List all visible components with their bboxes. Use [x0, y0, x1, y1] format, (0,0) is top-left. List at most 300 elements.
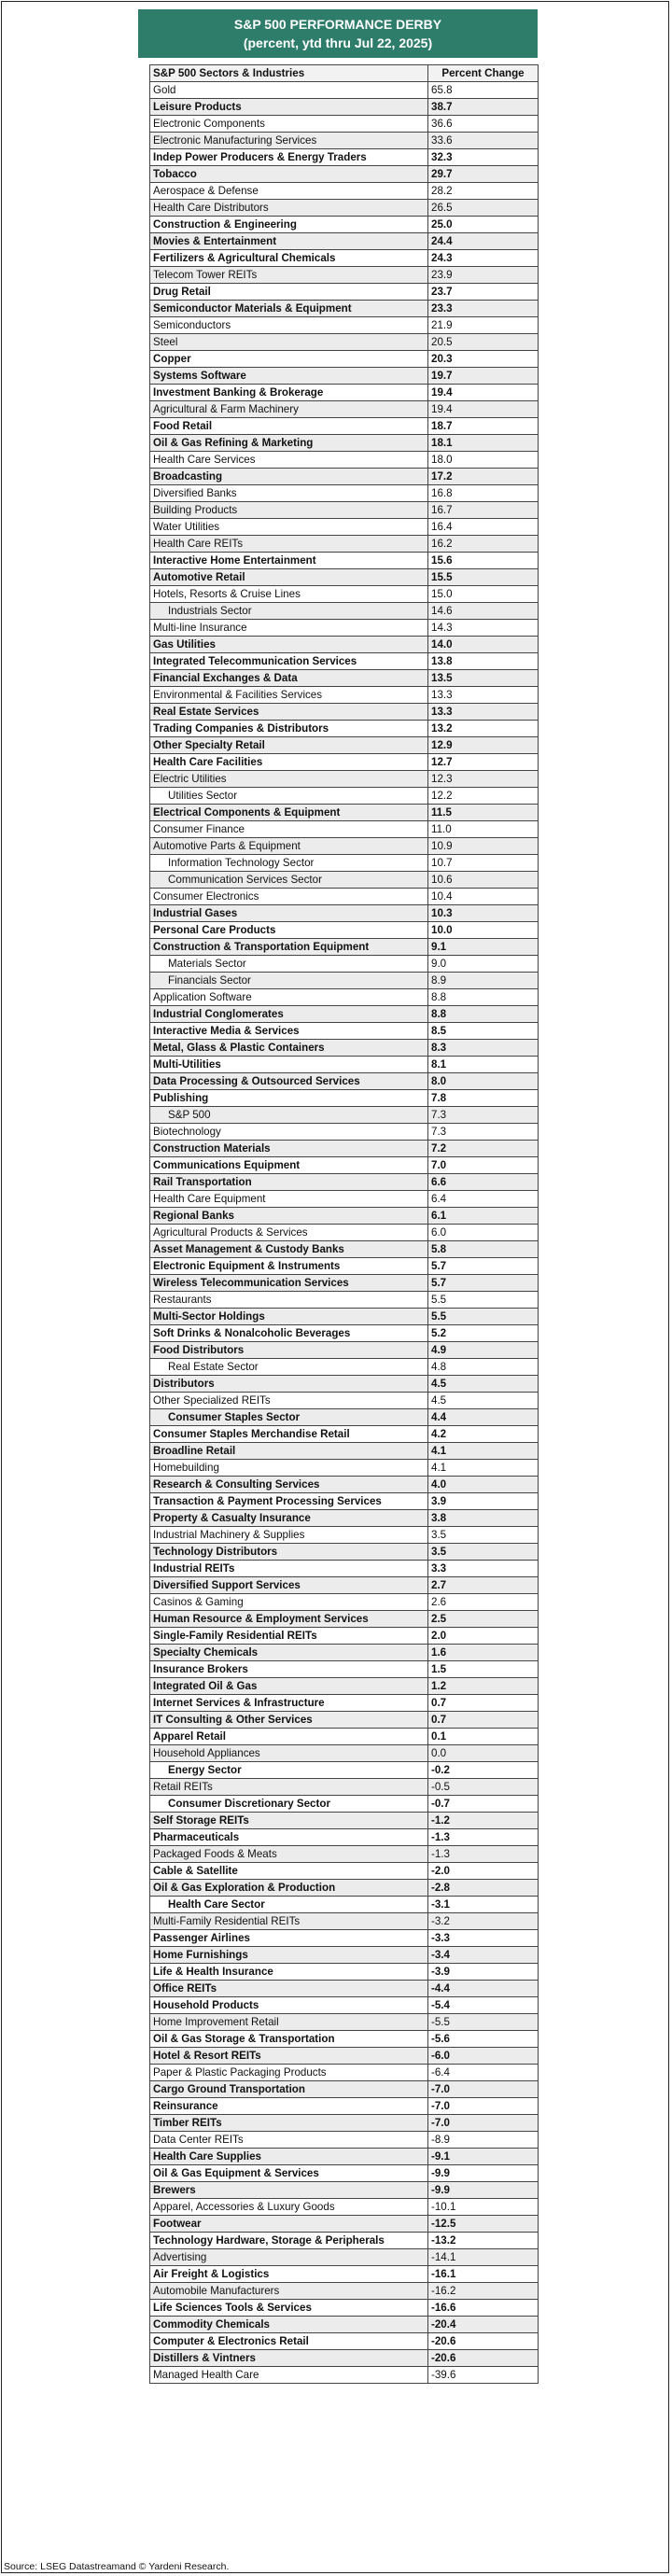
industry-label: Technology Hardware, Storage & Peripherals [150, 2233, 428, 2249]
percent-change-value: 11.5 [428, 805, 539, 821]
percent-change-value: 14.0 [428, 637, 539, 653]
industry-label: Fertilizers & Agricultural Chemicals [150, 250, 428, 267]
industry-label: Home Improvement Retail [150, 2014, 428, 2031]
table-row [150, 1292, 539, 1309]
industry-label: Computer & Electronics Retail [150, 2333, 428, 2350]
percent-change-value: 3.3 [428, 1561, 539, 1577]
industry-label: Asset Management & Custody Banks [150, 1241, 428, 1258]
industry-label: Distillers & Vintners [150, 2350, 428, 2367]
percent-change-value: -20.6 [428, 2350, 539, 2367]
percent-change-value: 8.9 [428, 973, 539, 989]
table-row [150, 435, 539, 452]
table-row [150, 1107, 539, 1124]
percent-change-value: -10.1 [428, 2199, 539, 2216]
percent-change-value: -3.1 [428, 1897, 539, 1913]
table-row [150, 1460, 539, 1477]
table-row [150, 2081, 539, 2098]
table-body [150, 82, 539, 2384]
industry-label: Wireless Telecommunication Services [150, 1275, 428, 1292]
industry-label: Construction Materials [150, 1141, 428, 1157]
percent-change-value: 10.3 [428, 905, 539, 922]
percent-change-value: 18.0 [428, 452, 539, 469]
table-row [150, 603, 539, 620]
percent-change-value: -13.2 [428, 2233, 539, 2249]
percent-change-value: 5.5 [428, 1292, 539, 1309]
percent-change-value: 1.2 [428, 1678, 539, 1695]
percent-change-value: 1.5 [428, 1661, 539, 1678]
industry-label: Data Center REITs [150, 2132, 428, 2149]
percent-change-value: -9.1 [428, 2149, 539, 2165]
percent-change-value: 8.5 [428, 1023, 539, 1040]
percent-change-value: 23.9 [428, 267, 539, 284]
table-row [150, 1477, 539, 1493]
percent-change-value: -0.2 [428, 1762, 539, 1779]
header-percent-change: Percent Change [428, 65, 539, 82]
percent-change-value: 2.0 [428, 1628, 539, 1645]
table-row [150, 2283, 539, 2300]
table-row [150, 1191, 539, 1208]
sector-label: Real Estate Sector [150, 1359, 428, 1376]
percent-change-value: 13.2 [428, 721, 539, 737]
percent-change-value: 21.9 [428, 317, 539, 334]
table-row [150, 1577, 539, 1594]
table-row [150, 116, 539, 133]
table-row [150, 1661, 539, 1678]
table-row [150, 1796, 539, 1813]
table-row [150, 1947, 539, 1964]
industry-label: Multi-line Insurance [150, 620, 428, 637]
table-row [150, 1057, 539, 1073]
table-row [150, 687, 539, 704]
sector-label: Information Technology Sector [150, 855, 428, 872]
industry-label: Multi-Sector Holdings [150, 1309, 428, 1325]
industry-label: Health Care Facilities [150, 754, 428, 771]
industry-label: Automotive Retail [150, 569, 428, 586]
industry-label: Paper & Plastic Packaging Products [150, 2065, 428, 2081]
table-row [150, 1426, 539, 1443]
table-row [150, 2065, 539, 2081]
percent-change-value: 4.1 [428, 1460, 539, 1477]
percent-change-value: 12.2 [428, 788, 539, 805]
table-row [150, 1762, 539, 1779]
percent-change-value: 13.3 [428, 687, 539, 704]
industry-label: Tobacco [150, 166, 428, 183]
industry-label: Steel [150, 334, 428, 351]
table-row [150, 166, 539, 183]
table-row [150, 2317, 539, 2333]
percent-change-value: 28.2 [428, 183, 539, 200]
industry-label: Semiconductors [150, 317, 428, 334]
table-row [150, 485, 539, 502]
industry-label: Diversified Banks [150, 485, 428, 502]
percent-change-value: 8.3 [428, 1040, 539, 1057]
industry-label: Application Software [150, 989, 428, 1006]
percent-change-value: 3.8 [428, 1510, 539, 1527]
table-row [150, 737, 539, 754]
percent-change-value: 7.3 [428, 1124, 539, 1141]
table-row [150, 2132, 539, 2149]
percent-change-value: -14.1 [428, 2249, 539, 2266]
industry-label: Interactive Home Entertainment [150, 553, 428, 569]
table-row [150, 1913, 539, 1930]
industry-label: Homebuilding [150, 1460, 428, 1477]
percent-change-value: 4.5 [428, 1393, 539, 1409]
percent-change-value: -3.2 [428, 1913, 539, 1930]
industry-label: Water Utilities [150, 519, 428, 536]
table-row [150, 2300, 539, 2317]
industry-label: Industrial Gases [150, 905, 428, 922]
industry-label: Oil & Gas Exploration & Production [150, 1880, 428, 1897]
table-row [150, 1309, 539, 1325]
industry-label: Data Processing & Outsourced Services [150, 1073, 428, 1090]
table-row [150, 1359, 539, 1376]
sector-label: Communication Services Sector [150, 872, 428, 889]
percent-change-value: -16.1 [428, 2266, 539, 2283]
industry-label: Commodity Chemicals [150, 2317, 428, 2333]
industry-label: Systems Software [150, 368, 428, 385]
industry-label: Communications Equipment [150, 1157, 428, 1174]
industry-label: Hotels, Resorts & Cruise Lines [150, 586, 428, 603]
percent-change-value: -1.2 [428, 1813, 539, 1829]
percent-change-value: 4.8 [428, 1359, 539, 1376]
table-row [150, 1157, 539, 1174]
table-row [150, 1073, 539, 1090]
industry-label: Health Care Equipment [150, 1191, 428, 1208]
percent-change-value: 10.6 [428, 872, 539, 889]
industry-label: Industrial REITs [150, 1561, 428, 1577]
sector-label: Materials Sector [150, 956, 428, 973]
table-row [150, 2367, 539, 2384]
sector-label: S&P 500 [150, 1107, 428, 1124]
industry-label: Oil & Gas Storage & Transportation [150, 2031, 428, 2048]
table-row [150, 1527, 539, 1544]
percent-change-value: 9.1 [428, 939, 539, 956]
table-row [150, 2266, 539, 2283]
percent-change-value: 2.6 [428, 1594, 539, 1611]
percent-change-value: 17.2 [428, 469, 539, 485]
percent-change-value: 7.2 [428, 1141, 539, 1157]
industry-label: Air Freight & Logistics [150, 2266, 428, 2283]
header-sector-industry: S&P 500 Sectors & Industries [150, 65, 428, 82]
percent-change-value: 10.9 [428, 838, 539, 855]
table-row [150, 1493, 539, 1510]
table-row [150, 956, 539, 973]
industry-label: Research & Consulting Services [150, 1477, 428, 1493]
table-row [150, 368, 539, 385]
table-row [150, 351, 539, 368]
percent-change-value: 3.9 [428, 1493, 539, 1510]
percent-change-value: 0.1 [428, 1729, 539, 1745]
industry-label: Interactive Media & Services [150, 1023, 428, 1040]
table-row [150, 2216, 539, 2233]
industry-label: Reinsurance [150, 2098, 428, 2115]
percent-change-value: 8.8 [428, 989, 539, 1006]
table-row [150, 133, 539, 149]
table-row [150, 620, 539, 637]
page-title: S&P 500 PERFORMANCE DERBY [233, 17, 442, 32]
percent-change-value: 10.4 [428, 889, 539, 905]
percent-change-value: 6.6 [428, 1174, 539, 1191]
percent-change-value: 6.4 [428, 1191, 539, 1208]
percent-change-value: 24.4 [428, 233, 539, 250]
table-row [150, 1712, 539, 1729]
industry-label: Copper [150, 351, 428, 368]
percent-change-value: 8.1 [428, 1057, 539, 1073]
table-row [150, 418, 539, 435]
table-row [150, 704, 539, 721]
source-note: Source: LSEG Datastreamand © Yardeni Research. [4, 2561, 230, 2572]
percent-change-value: 19.4 [428, 385, 539, 401]
table-row [150, 267, 539, 284]
table-row [150, 989, 539, 1006]
industry-label: Pharmaceuticals [150, 1829, 428, 1846]
industry-label: Transaction & Payment Processing Services [150, 1493, 428, 1510]
percent-change-value: 20.3 [428, 351, 539, 368]
industry-label: Consumer Staples Merchandise Retail [150, 1426, 428, 1443]
sector-label: Consumer Discretionary Sector [150, 1796, 428, 1813]
table-header-row [150, 65, 539, 82]
industry-label: Broadcasting [150, 469, 428, 485]
percent-change-value: 10.0 [428, 922, 539, 939]
percent-change-value: 3.5 [428, 1544, 539, 1561]
industry-label: Oil & Gas Equipment & Services [150, 2165, 428, 2182]
table-row [150, 1342, 539, 1359]
percent-change-value: 23.3 [428, 301, 539, 317]
percent-change-value: 4.2 [428, 1426, 539, 1443]
table-row [150, 1023, 539, 1040]
percent-change-value: 36.6 [428, 116, 539, 133]
table-row [150, 1813, 539, 1829]
percent-change-value: 19.7 [428, 368, 539, 385]
industry-label: Food Retail [150, 418, 428, 435]
sector-label: Health Care Sector [150, 1897, 428, 1913]
percent-change-value: 23.7 [428, 284, 539, 301]
industry-label: Self Storage REITs [150, 1813, 428, 1829]
table-row [150, 1258, 539, 1275]
percent-change-value: 24.3 [428, 250, 539, 267]
table-row [150, 2333, 539, 2350]
industry-label: Health Care Supplies [150, 2149, 428, 2165]
table-row [150, 99, 539, 116]
table-row [150, 973, 539, 989]
industry-label: Telecom Tower REITs [150, 267, 428, 284]
industry-label: Multi-Family Residential REITs [150, 1913, 428, 1930]
industry-label: Semiconductor Materials & Equipment [150, 301, 428, 317]
table-row [150, 1040, 539, 1057]
percent-change-value: 4.5 [428, 1376, 539, 1393]
percent-change-value: 15.6 [428, 553, 539, 569]
percent-change-value: 15.5 [428, 569, 539, 586]
industry-label: Timber REITs [150, 2115, 428, 2132]
table-row [150, 1645, 539, 1661]
percent-change-value: 10.7 [428, 855, 539, 872]
table-row [150, 1409, 539, 1426]
industry-label: Agricultural Products & Services [150, 1225, 428, 1241]
percent-change-value: 7.3 [428, 1107, 539, 1124]
industry-label: Passenger Airlines [150, 1930, 428, 1947]
percent-change-value: -12.5 [428, 2216, 539, 2233]
industry-label: Office REITs [150, 1981, 428, 1997]
table-row [150, 1006, 539, 1023]
industry-label: Automobile Manufacturers [150, 2283, 428, 2300]
table-row [150, 2014, 539, 2031]
table-row [150, 922, 539, 939]
industry-label: Construction & Transportation Equipment [150, 939, 428, 956]
percent-change-value: -5.5 [428, 2014, 539, 2031]
table-row [150, 553, 539, 569]
percent-change-value: 32.3 [428, 149, 539, 166]
percent-change-value: 11.0 [428, 821, 539, 838]
percent-change-value: -1.3 [428, 1829, 539, 1846]
percent-change-value: 5.5 [428, 1309, 539, 1325]
table-row [150, 586, 539, 603]
industry-label: Drug Retail [150, 284, 428, 301]
percent-change-value: 25.0 [428, 217, 539, 233]
percent-change-value: 15.0 [428, 586, 539, 603]
table-row [150, 2031, 539, 2048]
percent-change-value: 16.8 [428, 485, 539, 502]
industry-label: Financial Exchanges & Data [150, 670, 428, 687]
table-row [150, 905, 539, 922]
industry-label: Electronic Manufacturing Services [150, 133, 428, 149]
table-row [150, 2149, 539, 2165]
table-row [150, 536, 539, 553]
percent-change-value: -4.4 [428, 1981, 539, 1997]
industry-label: Industrial Machinery & Supplies [150, 1527, 428, 1544]
industry-label: Electronic Components [150, 116, 428, 133]
percent-change-value: 0.0 [428, 1745, 539, 1762]
industry-label: Gas Utilities [150, 637, 428, 653]
industry-label: Cable & Satellite [150, 1863, 428, 1880]
table-row [150, 1325, 539, 1342]
percent-change-value: 29.7 [428, 166, 539, 183]
percent-change-value: 2.5 [428, 1611, 539, 1628]
percent-change-value: 8.0 [428, 1073, 539, 1090]
industry-label: Electronic Equipment & Instruments [150, 1258, 428, 1275]
percent-change-value: 19.4 [428, 401, 539, 418]
table-row [150, 1124, 539, 1141]
industry-label: Household Products [150, 1997, 428, 2014]
percent-change-value: 7.0 [428, 1157, 539, 1174]
industry-label: Other Specialized REITs [150, 1393, 428, 1409]
percent-change-value: 9.0 [428, 956, 539, 973]
table-row [150, 855, 539, 872]
industry-label: Broadline Retail [150, 1443, 428, 1460]
table-row [150, 754, 539, 771]
percent-change-value: -20.6 [428, 2333, 539, 2350]
sector-label: Consumer Staples Sector [150, 1409, 428, 1426]
industry-label: Consumer Electronics [150, 889, 428, 905]
table-row [150, 653, 539, 670]
percent-change-value: 0.7 [428, 1695, 539, 1712]
table-row [150, 385, 539, 401]
table-row [150, 1208, 539, 1225]
table-row [150, 2098, 539, 2115]
percent-change-value: 4.1 [428, 1443, 539, 1460]
percent-change-value: 5.7 [428, 1258, 539, 1275]
percent-change-value: -3.9 [428, 1964, 539, 1981]
industry-label: Life & Health Insurance [150, 1964, 428, 1981]
table-row [150, 637, 539, 653]
industry-label: Building Products [150, 502, 428, 519]
percent-change-value: 5.8 [428, 1241, 539, 1258]
industry-label: Packaged Foods & Meats [150, 1846, 428, 1863]
industry-label: Environmental & Facilities Services [150, 687, 428, 704]
sector-label: Financials Sector [150, 973, 428, 989]
table-row [150, 149, 539, 166]
industry-label: Technology Distributors [150, 1544, 428, 1561]
table-row [150, 1393, 539, 1409]
percent-change-value: -8.9 [428, 2132, 539, 2149]
table-row [150, 1779, 539, 1796]
table-row [150, 1880, 539, 1897]
table-row [150, 569, 539, 586]
industry-label: Health Care Services [150, 452, 428, 469]
industry-label: Investment Banking & Brokerage [150, 385, 428, 401]
table-row [150, 1628, 539, 1645]
table-row [150, 452, 539, 469]
industry-label: Life Sciences Tools & Services [150, 2300, 428, 2317]
percent-change-value: -1.3 [428, 1846, 539, 1863]
table-row [150, 838, 539, 855]
table-row [150, 1141, 539, 1157]
table-row [150, 821, 539, 838]
sector-label: Energy Sector [150, 1762, 428, 1779]
industry-label: Biotechnology [150, 1124, 428, 1141]
sector-label: Utilities Sector [150, 788, 428, 805]
percent-change-value: -3.4 [428, 1947, 539, 1964]
table-row [150, 2165, 539, 2182]
percent-change-value: 26.5 [428, 200, 539, 217]
industry-label: Agricultural & Farm Machinery [150, 401, 428, 418]
percent-change-value: -5.6 [428, 2031, 539, 2048]
percent-change-value: -2.8 [428, 1880, 539, 1897]
percent-change-value: 4.4 [428, 1409, 539, 1426]
industry-label: Human Resource & Employment Services [150, 1611, 428, 1628]
table-row [150, 334, 539, 351]
table-row [150, 1376, 539, 1393]
percent-change-value: 13.8 [428, 653, 539, 670]
industry-label: Casinos & Gaming [150, 1594, 428, 1611]
percent-change-value: -5.4 [428, 1997, 539, 2014]
industry-label: Trading Companies & Distributors [150, 721, 428, 737]
percent-change-value: -3.3 [428, 1930, 539, 1947]
industry-label: Food Distributors [150, 1342, 428, 1359]
table-row [150, 2048, 539, 2065]
table-row [150, 788, 539, 805]
industry-label: Rail Transportation [150, 1174, 428, 1191]
industry-label: Brewers [150, 2182, 428, 2199]
table-row [150, 1594, 539, 1611]
table-row [150, 301, 539, 317]
industry-label: Diversified Support Services [150, 1577, 428, 1594]
industry-label: Gold [150, 82, 428, 99]
table-row [150, 469, 539, 485]
percent-change-value: 20.5 [428, 334, 539, 351]
table-row [150, 1695, 539, 1712]
table-row [150, 1964, 539, 1981]
industry-label: Multi-Utilities [150, 1057, 428, 1073]
percent-change-value: 14.6 [428, 603, 539, 620]
industry-label: Personal Care Products [150, 922, 428, 939]
table-row [150, 2182, 539, 2199]
industry-label: Specialty Chemicals [150, 1645, 428, 1661]
table-row [150, 1561, 539, 1577]
percent-change-value: 13.5 [428, 670, 539, 687]
table-row [150, 1174, 539, 1191]
table-row [150, 284, 539, 301]
percent-change-value: 38.7 [428, 99, 539, 116]
